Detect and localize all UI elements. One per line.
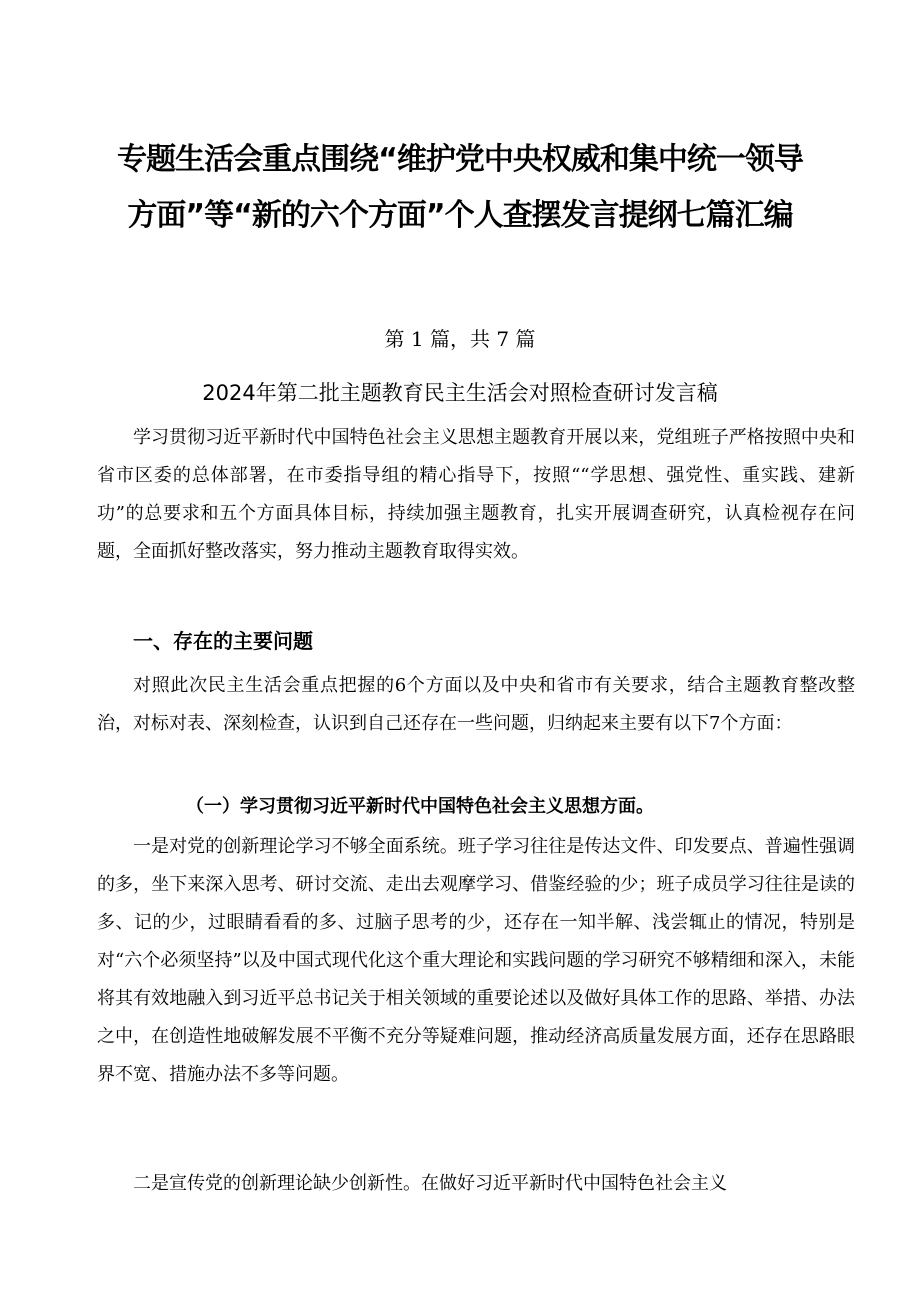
- section-heading: 一、存在的主要问题: [133, 629, 313, 653]
- document-title-line-2: 方面”等“新的六个方面”个人查摆发言提纲七篇汇编: [127, 198, 793, 233]
- document-title-line-1: 专题生活会重点围绕“维护党中央权威和集中统一领导: [117, 142, 803, 177]
- overview-paragraph: 对照此次民主生活会重点把握的6个方面以及中央和省市有关要求，结合主题教育整改整治，对标对表、深刻检查，认识到自己还存在一些问题，归纳起来主要有以下7个方面：: [97, 675, 855, 734]
- intro-paragraph: 学习贯彻习近平新时代中国特色社会主义思想主题教育开展以来，党组班子严格按照中央和省市区委的总体部署，在市委指导组的精心指导下，按照““学思想、强党性、重实践、建新功”的总要求和五个方面具体目标，持续加强主题教育，扎实开展调查研究，认真检视存在问题，全面抓好整改落实，努力推动主题教育取得实效。: [97, 427, 855, 562]
- article-subtitle: 2024年第二批主题教育民主生活会对照检查研讨发言稿: [202, 381, 718, 405]
- sub-heading: （一）学习贯彻习近平新时代中国特色社会主义思想方面。: [186, 796, 654, 817]
- item-one-paragraph: 一是对党的创新理论学习不够全面系统。班子学习往往是传达文件、印发要点、普遍性强调的多，坐下来深入思考、研讨交流、走出去观摩学习、借鉴经验的少；班子成员学习往往是读的多、记的少，过眼睛看看的多、过脑子思考的少，还存在一知半解、浅尝辄止的情况，特别是对“六个必须坚持”以及中国式现代化这个重大理论和实践问题的学习研究不够精细和深入，未能将其有效地融入到习近平总书记关于相关领域的重要论述以及做好具体工作的思路、举措、办法之中，在创造性地破解发展不平衡不充分等疑难问题，推动经济高质量发展方面，还存在思路眼界不宽、措施办法不多等问题。: [97, 836, 855, 1085]
- part-label: 第 1 篇，共 7 篇: [384, 327, 536, 351]
- item-two-paragraph: 二是宣传党的创新理论缺少创新性。在做好习近平新时代中国特色社会主义: [133, 1173, 727, 1194]
